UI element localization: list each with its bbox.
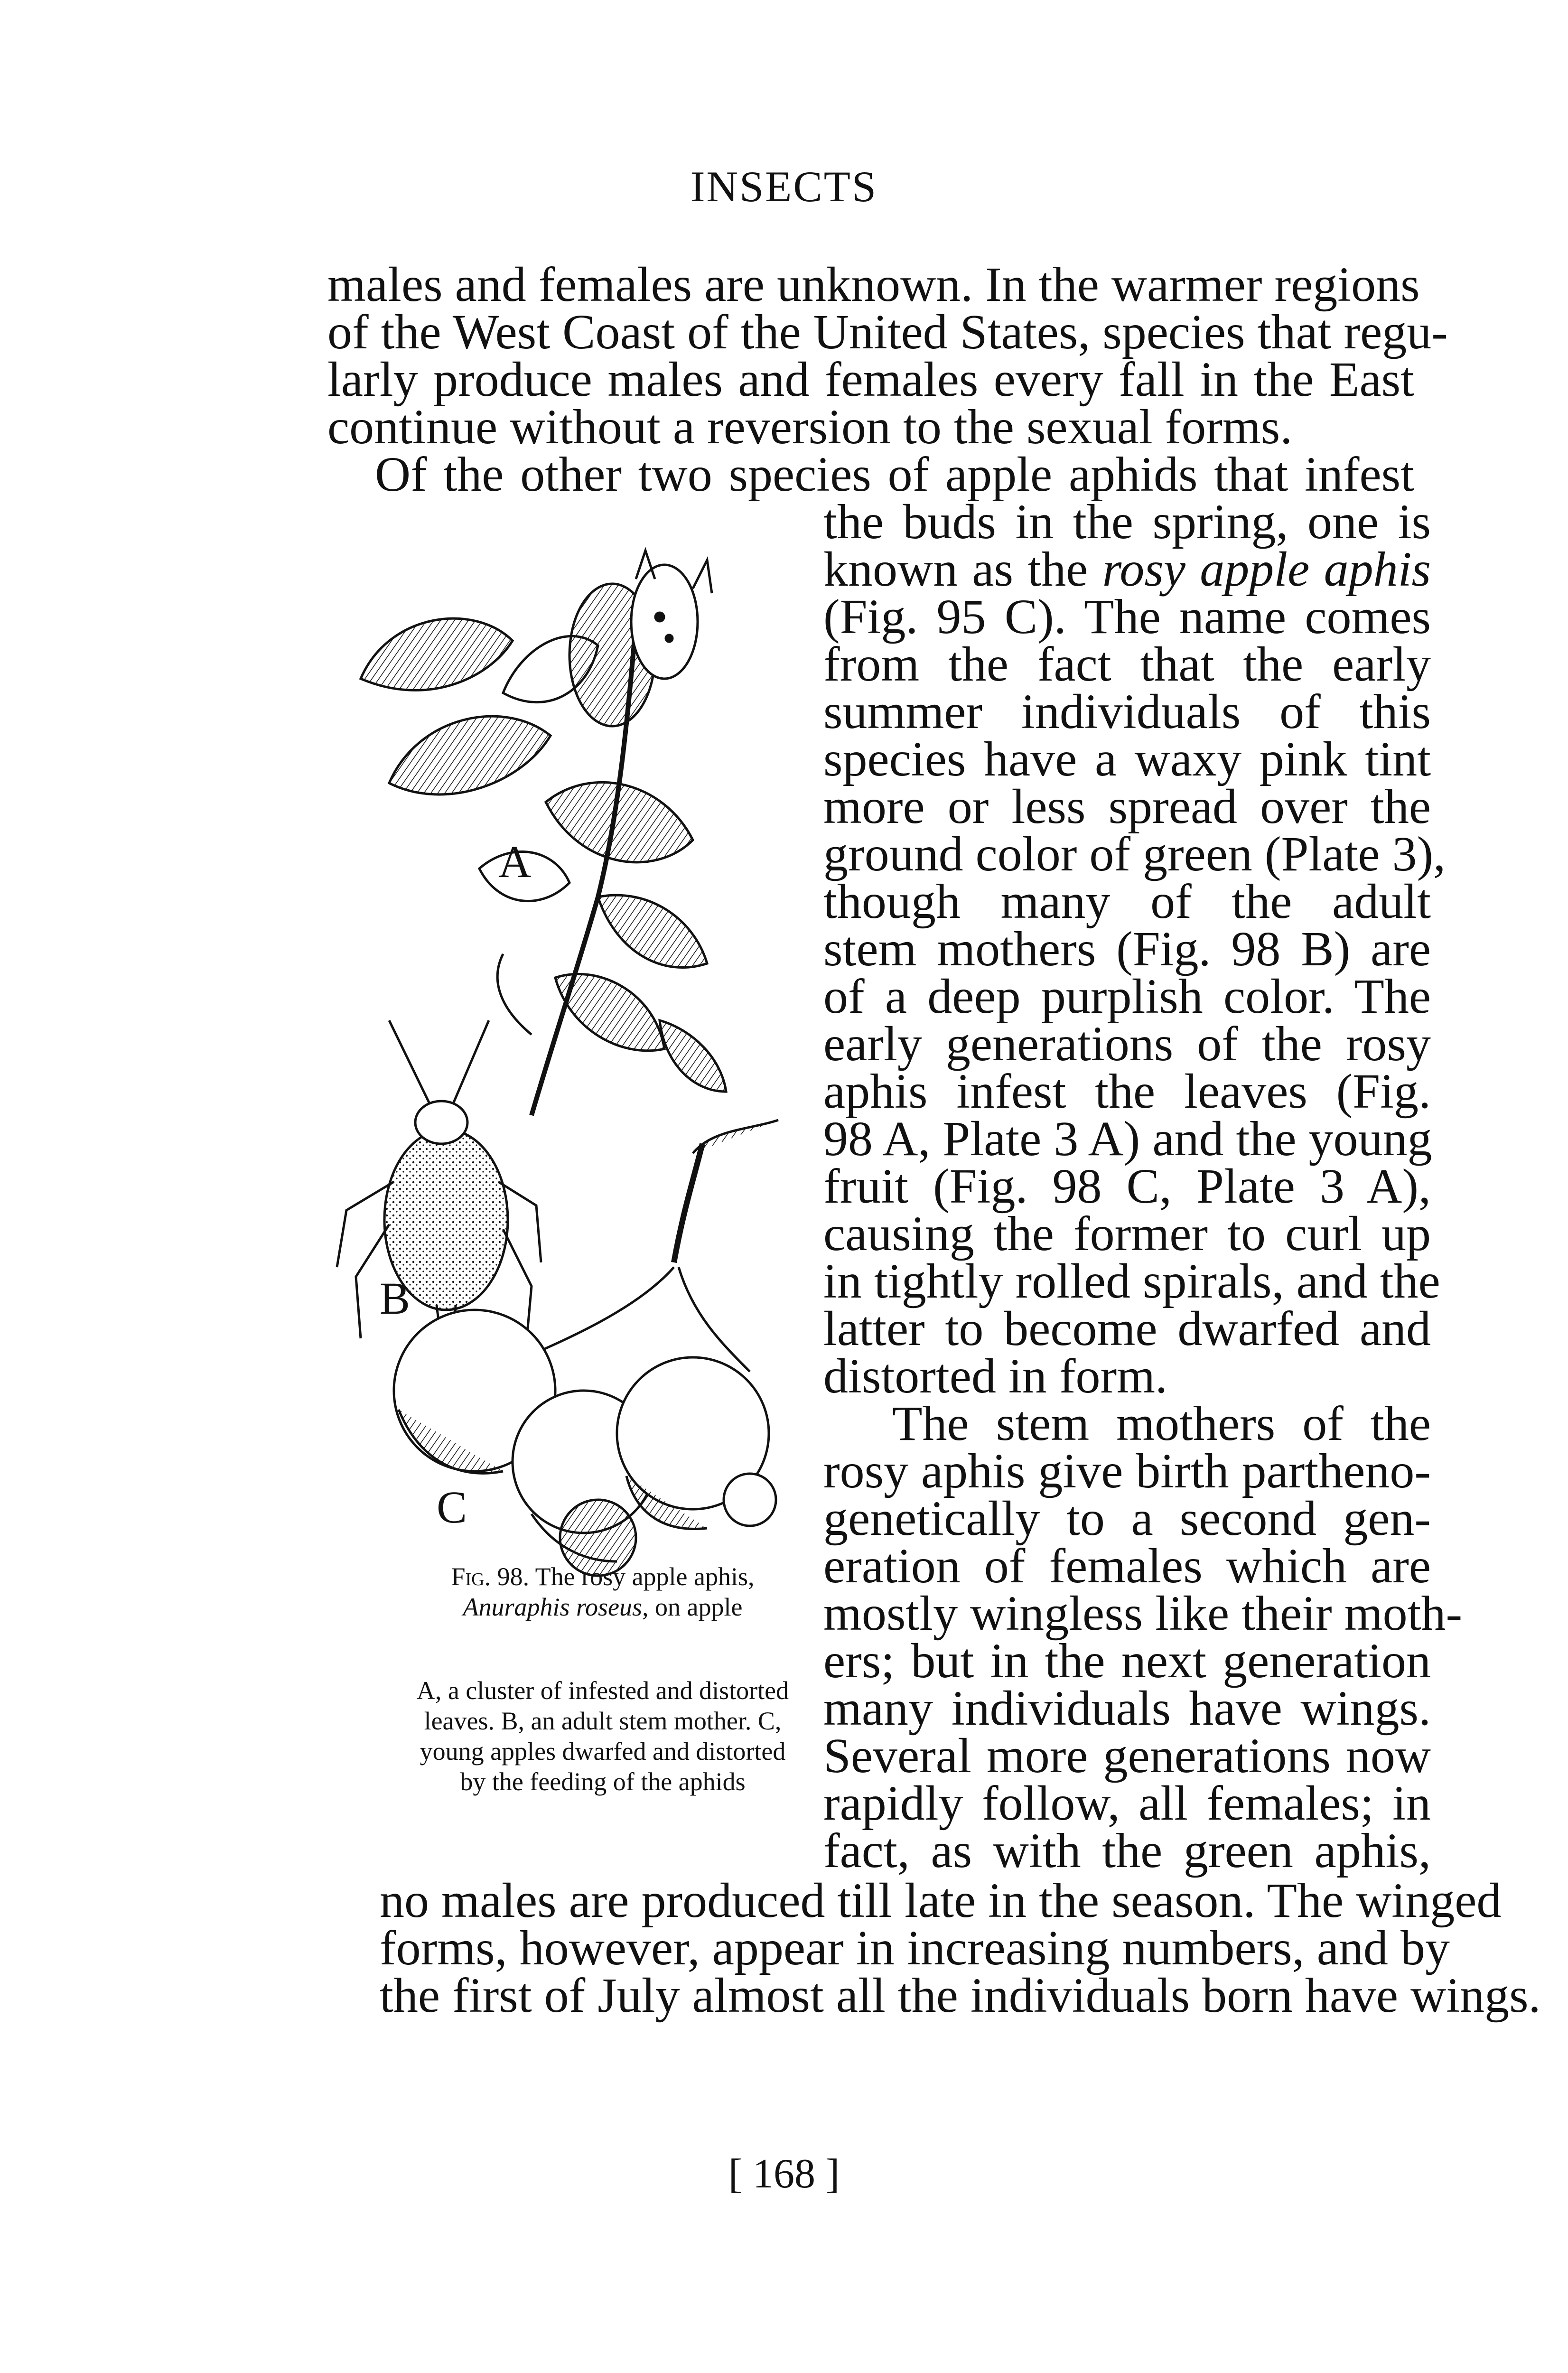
- aphis-illustration: [332, 536, 807, 1585]
- text-line: larly produce males and females every fall in the East: [327, 352, 1414, 407]
- text-span: known as the: [823, 542, 1102, 597]
- text-line: Several more generations now: [823, 1728, 1431, 1783]
- text-line: many individuals have wings.: [823, 1681, 1431, 1736]
- text-line: genetically to a second gen-: [823, 1491, 1431, 1546]
- italic-term: rosy apple aphis: [1102, 542, 1431, 597]
- running-title: INSECTS: [690, 162, 878, 211]
- text-line: rosy aphis give birth partheno-: [823, 1444, 1431, 1498]
- figure-label-c: C: [437, 1482, 467, 1532]
- text-line: of the West Coast of the United States, species that regu-: [327, 305, 1448, 359]
- text-line: stem mothers (Fig. 98 B) are: [823, 922, 1431, 976]
- text-line: species have a waxy pink tint: [823, 732, 1431, 786]
- text-line: The stem mothers of the: [892, 1396, 1431, 1451]
- text-line: no males are produced till late in the season. The winged: [380, 1873, 1502, 1928]
- text-line: fact, as with the green aphis,: [823, 1823, 1431, 1878]
- text-line: Of the other two species of apple aphids that infest: [375, 447, 1414, 502]
- text-line: in tightly rolled spirals, and the: [823, 1254, 1440, 1308]
- text-line: distorted in form.: [823, 1349, 1168, 1403]
- text-line: more or less spread over the: [823, 779, 1431, 834]
- text-line: ers; but in the next generation: [823, 1634, 1431, 1688]
- species-name: Anuraphis roseus,: [463, 1593, 649, 1621]
- text-line: ground color of green (Plate 3),: [823, 827, 1446, 881]
- text-line: the first of July almost all the individuals born have wings.: [380, 1968, 1541, 2023]
- text-line: (Fig. 95 C). The name comes: [823, 589, 1431, 644]
- figure-label-b: B: [380, 1273, 411, 1324]
- text-line: from the fact that the early: [823, 637, 1431, 691]
- page-number: [ 168 ]: [728, 2151, 840, 2197]
- stem-mother-aphid: [337, 1020, 541, 1338]
- figure-caption-title: [408, 1561, 797, 1622]
- text-line: aphis infest the leaves (Fig.: [823, 1064, 1431, 1119]
- caption-text: The rosy apple aphis,: [535, 1562, 755, 1591]
- text-line: males and females are unknown. In the warmer regions: [327, 257, 1420, 312]
- text-line: of a deep purplish color. The: [823, 969, 1431, 1024]
- text-line: continue without a reversion to the sexual forms.: [327, 400, 1293, 454]
- leaf-cluster: [361, 551, 726, 1115]
- text-line: mostly wingless like their moth-: [823, 1586, 1463, 1641]
- text-line: forms, however, appear in increasing numbers, and by: [380, 1921, 1450, 1975]
- text-line: the buds in the spring, one is: [823, 495, 1431, 549]
- text-line: though many of the adult: [823, 874, 1431, 929]
- text-line: 98 A, Plate 3 A) and the young: [823, 1112, 1432, 1166]
- figure-label-a: A: [498, 836, 532, 887]
- aphis-drawing: [332, 536, 807, 1585]
- figure-number: Fig. 98.: [451, 1562, 530, 1591]
- text-line: causing the former to curl up: [823, 1206, 1431, 1261]
- figure-caption-body: A, a cluster of infested and distorted leaves. B, an adult stem mother. C, young apples dwarfed and distorted by the feeding of the aphids: [416, 1676, 789, 1796]
- text-line: latter to become dwarfed and: [823, 1301, 1431, 1356]
- caption-text: on apple: [655, 1593, 743, 1621]
- text-line: eration of females which are: [823, 1539, 1431, 1593]
- text-line: fruit (Fig. 98 C, Plate 3 A),: [823, 1159, 1431, 1214]
- text-line: summer individuals of this: [823, 684, 1431, 739]
- text-line: early generations of the rosy: [823, 1017, 1431, 1071]
- text-line: rapidly follow, all females; in: [823, 1776, 1431, 1831]
